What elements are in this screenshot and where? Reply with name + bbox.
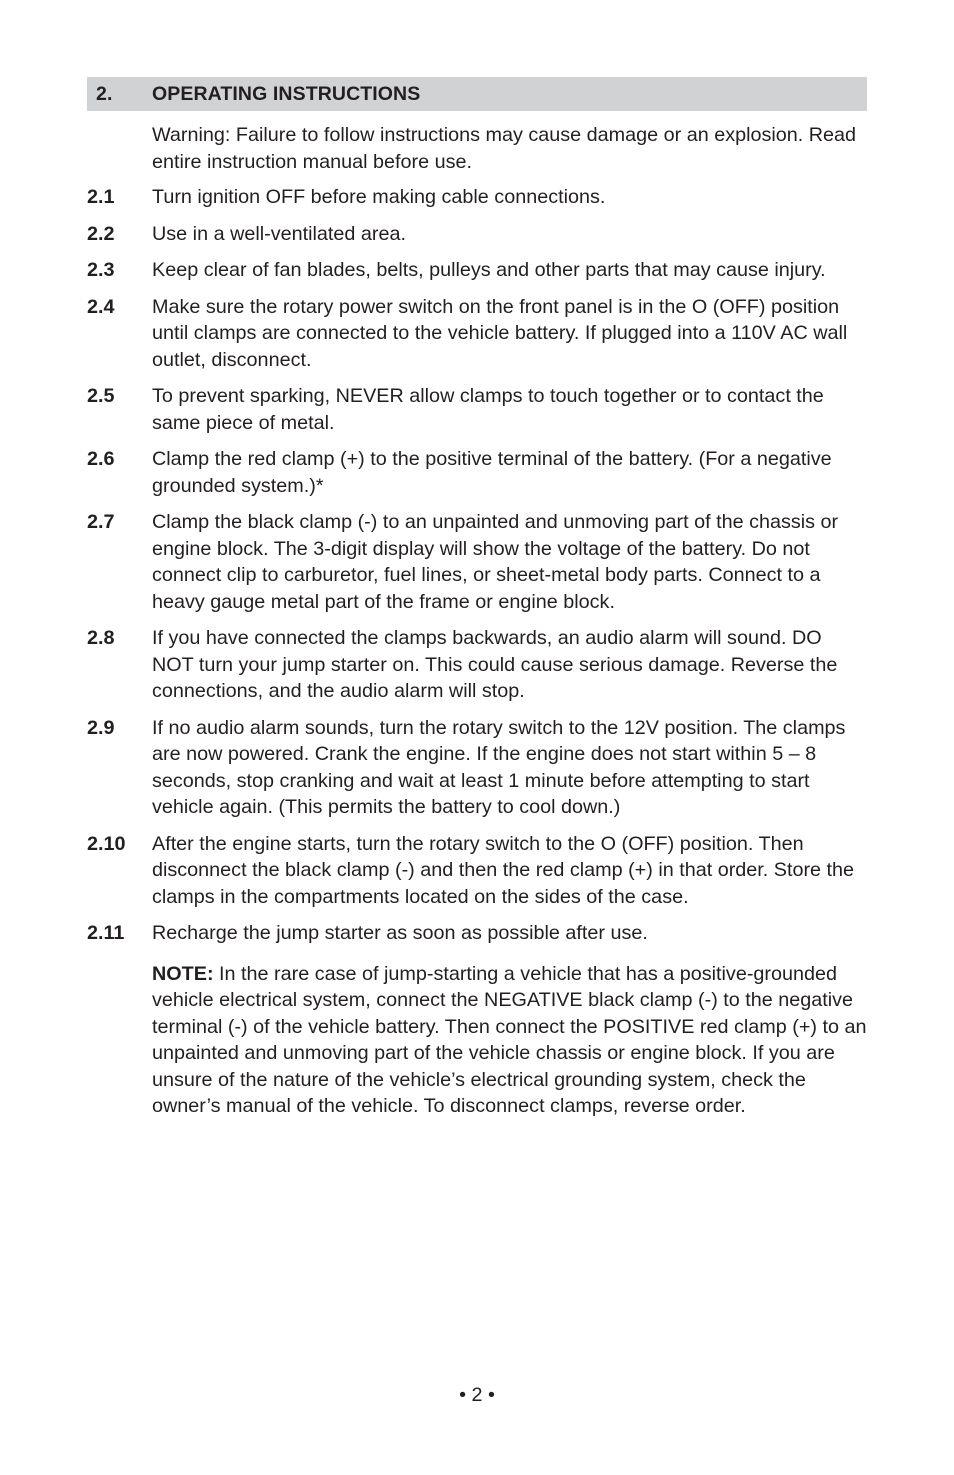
instruction-text: To prevent sparking, NEVER allow clamps to touch together or to contact the same piece of metal. (152, 385, 824, 434)
warning-intro: Warning: Failure to follow instructions may cause damage or an explosion. Read entire instruction manual before use. (152, 124, 857, 173)
instruction-number: 2.10 (87, 832, 126, 855)
page-number: • 2 • (459, 1384, 495, 1406)
instruction-number: 2.8 (87, 627, 115, 649)
instruction-text: Keep clear of fan blades, belts, pulleys and other parts that may cause injury. (152, 259, 826, 281)
instruction-item (87, 920, 867, 947)
note-text: In the rare case of jump-starting a vehicle that has a positive-grounded vehicle electrical system, connect the NEGATIVE black clamp (-) to the negative terminal (-) of the vehicle battery. Then connect the POSITIVE red clamp (+) to an unpainted and unmoving part of the vehicle chassis or engine block. If you are unsure of the nature of the vehicle’s electrical grounding system, check the owner’s manual of the vehicle. To disconnect clamps, reverse order. (152, 962, 867, 1117)
instruction-text: Use in a well-ventilated area. (152, 222, 406, 245)
instruction-number: 2.4 (87, 295, 115, 318)
instruction-number: 2.7 (87, 511, 115, 533)
instruction-item (87, 446, 867, 499)
instruction-item (87, 294, 867, 374)
instruction-text: Clamp the red clamp (+) to the positive terminal of the battery. (For a negative grounded system.)* (152, 448, 832, 497)
instruction-number: 2.11 (87, 922, 125, 944)
instruction-number: 2.1 (87, 186, 115, 208)
instruction-text: Clamp the black clamp (-) to an unpainted and unmoving part of the chassis or engine block. The 3-digit display will show the voltage of the battery. Do not connect clip to carburetor, fuel lines, or sheet-metal body parts. Connect to a heavy gauge metal part of the frame or engine block. (152, 511, 839, 613)
section-header (87, 77, 867, 111)
instruction-text: Make sure the rotary power switch on the front panel is in the O (OFF) position until clamps are connected to the vehicle battery. If plugged into a 110V AC wall outlet, disconnect. (152, 295, 848, 371)
instruction-number: 2.2 (87, 222, 115, 245)
note-paragraph (152, 961, 867, 1120)
instruction-text: Recharge the jump starter as soon as possible after use. (152, 922, 648, 944)
instruction-number: 2.5 (87, 385, 115, 407)
instruction-number: 2.6 (87, 448, 115, 470)
instruction-item (87, 715, 867, 821)
instruction-item (87, 383, 867, 436)
instruction-item (87, 257, 867, 284)
instruction-item (87, 221, 867, 248)
instruction-item (87, 831, 867, 911)
instruction-item (87, 509, 867, 615)
instruction-number: 2.3 (87, 259, 115, 281)
instruction-number: 2.9 (87, 716, 115, 739)
instruction-text: If no audio alarm sounds, turn the rotary switch to the 12V position. The clamps are now powered. Crank the engine. If the engine does not start within 5 – 8 seconds, stop cranking and wait at least 1 minute before attempting to start vehicle again. (This permits the battery to cool down.) (152, 716, 846, 818)
section-number: 2. (96, 82, 113, 105)
section-title: OPERATING INSTRUCTIONS (152, 82, 421, 105)
instruction-text: Turn ignition OFF before making cable connections. (152, 186, 606, 208)
instruction-text: After the engine starts, turn the rotary switch to the O (OFF) position. Then disconnect the black clamp (-) and then the red clamp (+) in that order. Store the clamps in the compartments located on the sides of the case. (152, 832, 855, 908)
note-label: NOTE: (152, 962, 214, 985)
instruction-list (87, 184, 867, 947)
instruction-item (87, 625, 867, 705)
document-page (87, 77, 867, 1120)
instruction-text: If you have connected the clamps backwards, an audio alarm will sound. DO NOT turn your jump starter on. This could cause serious damage. Reverse the connections, and the audio alarm will stop. (152, 627, 838, 702)
instruction-item (87, 184, 867, 211)
